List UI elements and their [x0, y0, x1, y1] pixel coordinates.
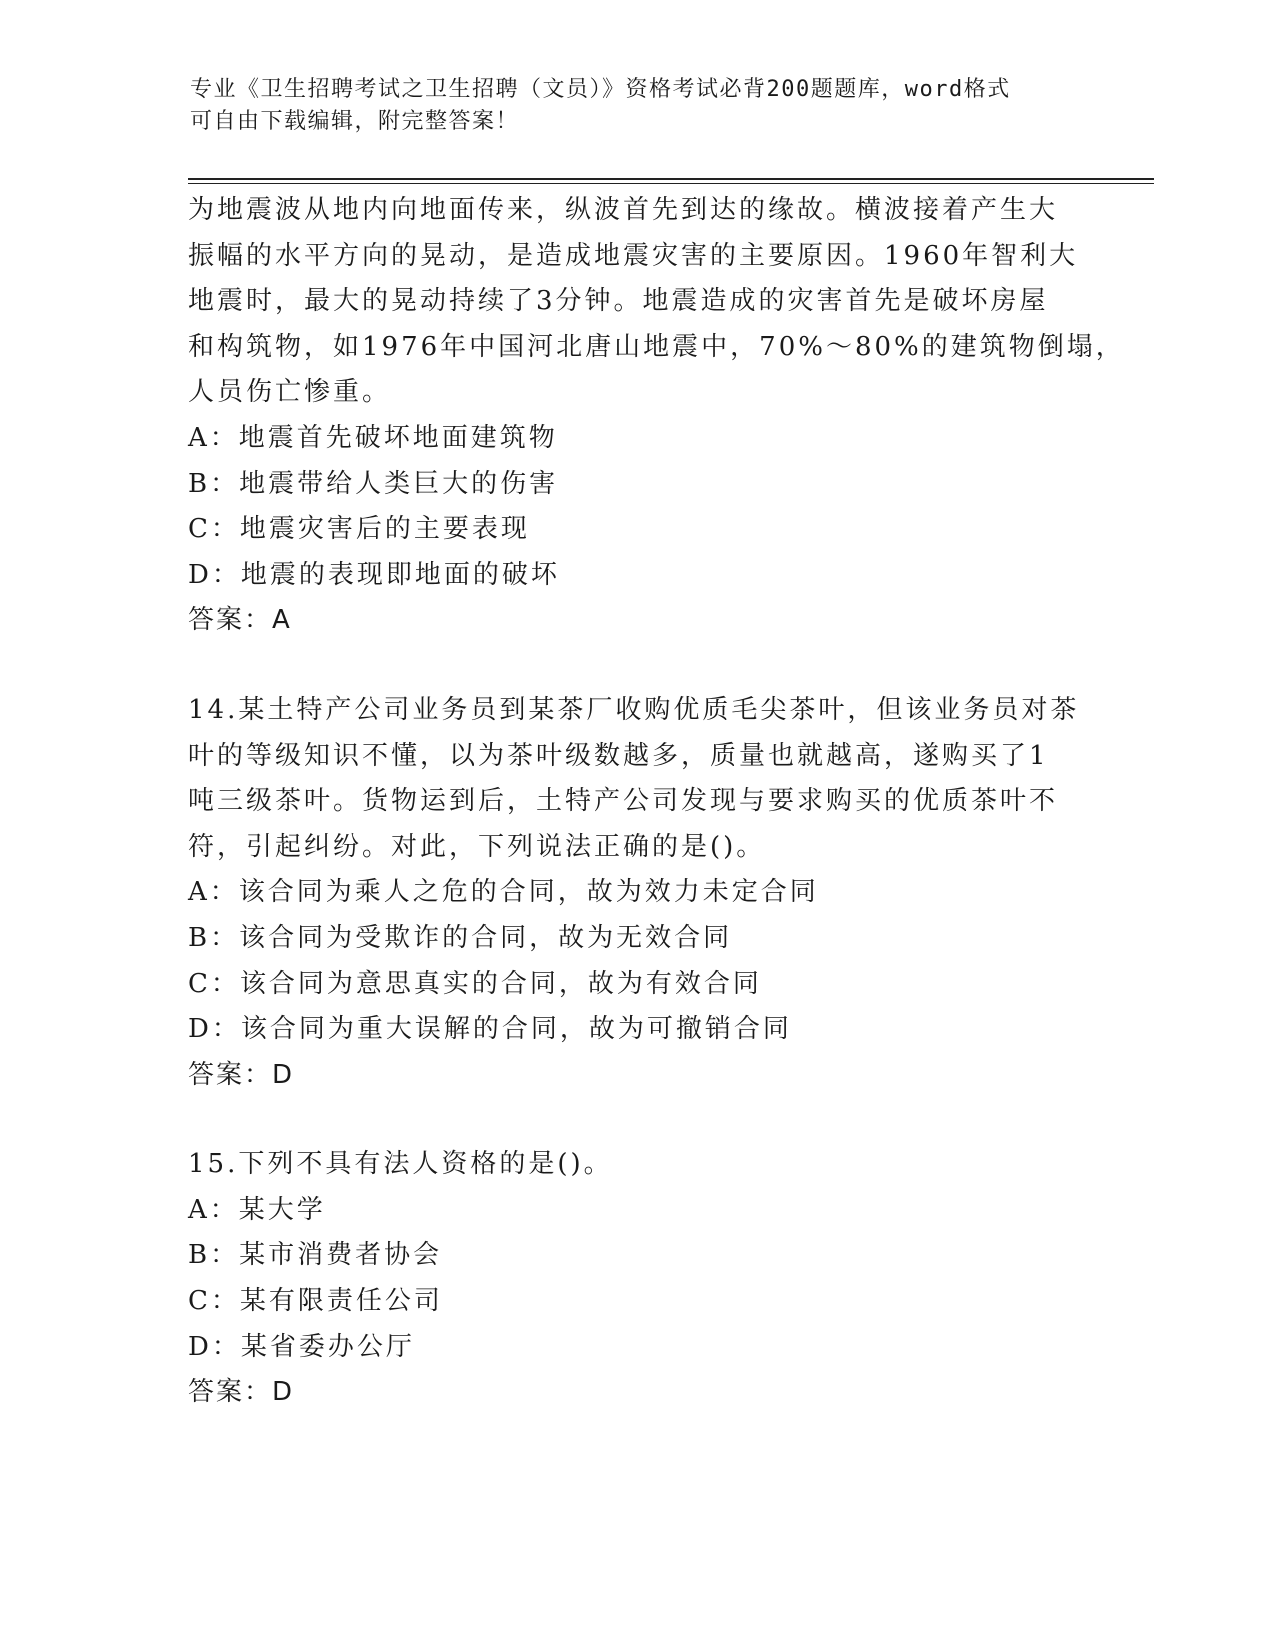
- question-14-line: 14.某土特产公司业务员到某茶厂收购优质毛尖茶叶，但该业务员对茶: [188, 694, 1080, 725]
- question-13-option-d: D：地震的表现即地面的破坏: [188, 559, 560, 590]
- question-14: [188, 688, 1088, 1098]
- question-15-answer: 答案：D: [188, 1377, 295, 1408]
- question-15-option-c: C：某有限责任公司: [188, 1286, 443, 1317]
- question-14-option-d: D：该合同为重大误解的合同，故为可撤销合同: [188, 1014, 792, 1045]
- question-15-option-a: A：某大学: [188, 1194, 326, 1225]
- question-15-text: [188, 1142, 1088, 1188]
- question-13-line: 振幅的水平方向的晃动，是造成地震灾害的主要原因。1960年智利大: [188, 240, 1079, 271]
- document-content: [188, 188, 1125, 1416]
- question-13-option-a: A：地震首先破坏地面建筑物: [188, 422, 558, 453]
- document-header: [190, 74, 1090, 138]
- header-line-1: 专业《卫生招聘考试之卫生招聘（文员）》资格考试必背200题题库，word格式: [190, 77, 1011, 102]
- question-13-line: 和构筑物，如1976年中国河北唐山地震中，70%～80%的建筑物倒塌，: [188, 331, 1125, 362]
- question-14-option-a: A：该合同为乘人之危的合同，故为效力未定合同: [188, 877, 819, 908]
- question-14-answer: 答案：D: [188, 1059, 295, 1090]
- question-14-line: 叶的等级知识不懂，以为茶叶级数越多，质量也就越高，遂购买了1: [188, 740, 1049, 771]
- question-14-option-b: B：该合同为受欺诈的合同，故为无效合同: [188, 922, 733, 953]
- header-divider-thin: [188, 183, 1154, 184]
- question-13-line: 人员伤亡惨重。: [188, 377, 392, 408]
- question-14-option-c: C：该合同为意思真实的合同，故为有效合同: [188, 968, 762, 999]
- question-15-line: 15.下列不具有法人资格的是()。: [188, 1149, 613, 1180]
- question-13-option-c: C：地震灾害后的主要表现: [188, 514, 530, 545]
- question-14-line: 符，引起纠纷。对此，下列说法正确的是()。: [188, 831, 766, 862]
- question-13-text: [188, 188, 1125, 416]
- question-13-option-b: B：地震带给人类巨大的伤害: [188, 468, 559, 499]
- question-14-line: 吨三级茶叶。货物运到后，土特产公司发现与要求购买的优质茶叶不: [188, 786, 1059, 817]
- question-13-answer: 答案：A: [188, 605, 292, 636]
- question-15: [188, 1142, 1088, 1416]
- question-spacer: [188, 644, 1088, 688]
- question-13: [188, 188, 1125, 644]
- question-spacer: [188, 1098, 1088, 1142]
- question-14-text: [188, 688, 1088, 870]
- question-15-option-b: B：某市消费者协会: [188, 1240, 443, 1271]
- question-13-line: 地震时，最大的晃动持续了3分钟。地震造成的灾害首先是破坏房屋: [188, 286, 1049, 317]
- header-divider-thick: [188, 178, 1154, 180]
- question-15-option-d: D：某省委办公厅: [188, 1331, 415, 1362]
- question-13-line: 为地震波从地内向地面传来，纵波首先到达的缘故。横波接着产生大: [188, 195, 1059, 225]
- header-line-2: 可自由下载编辑，附完整答案！: [190, 109, 520, 134]
